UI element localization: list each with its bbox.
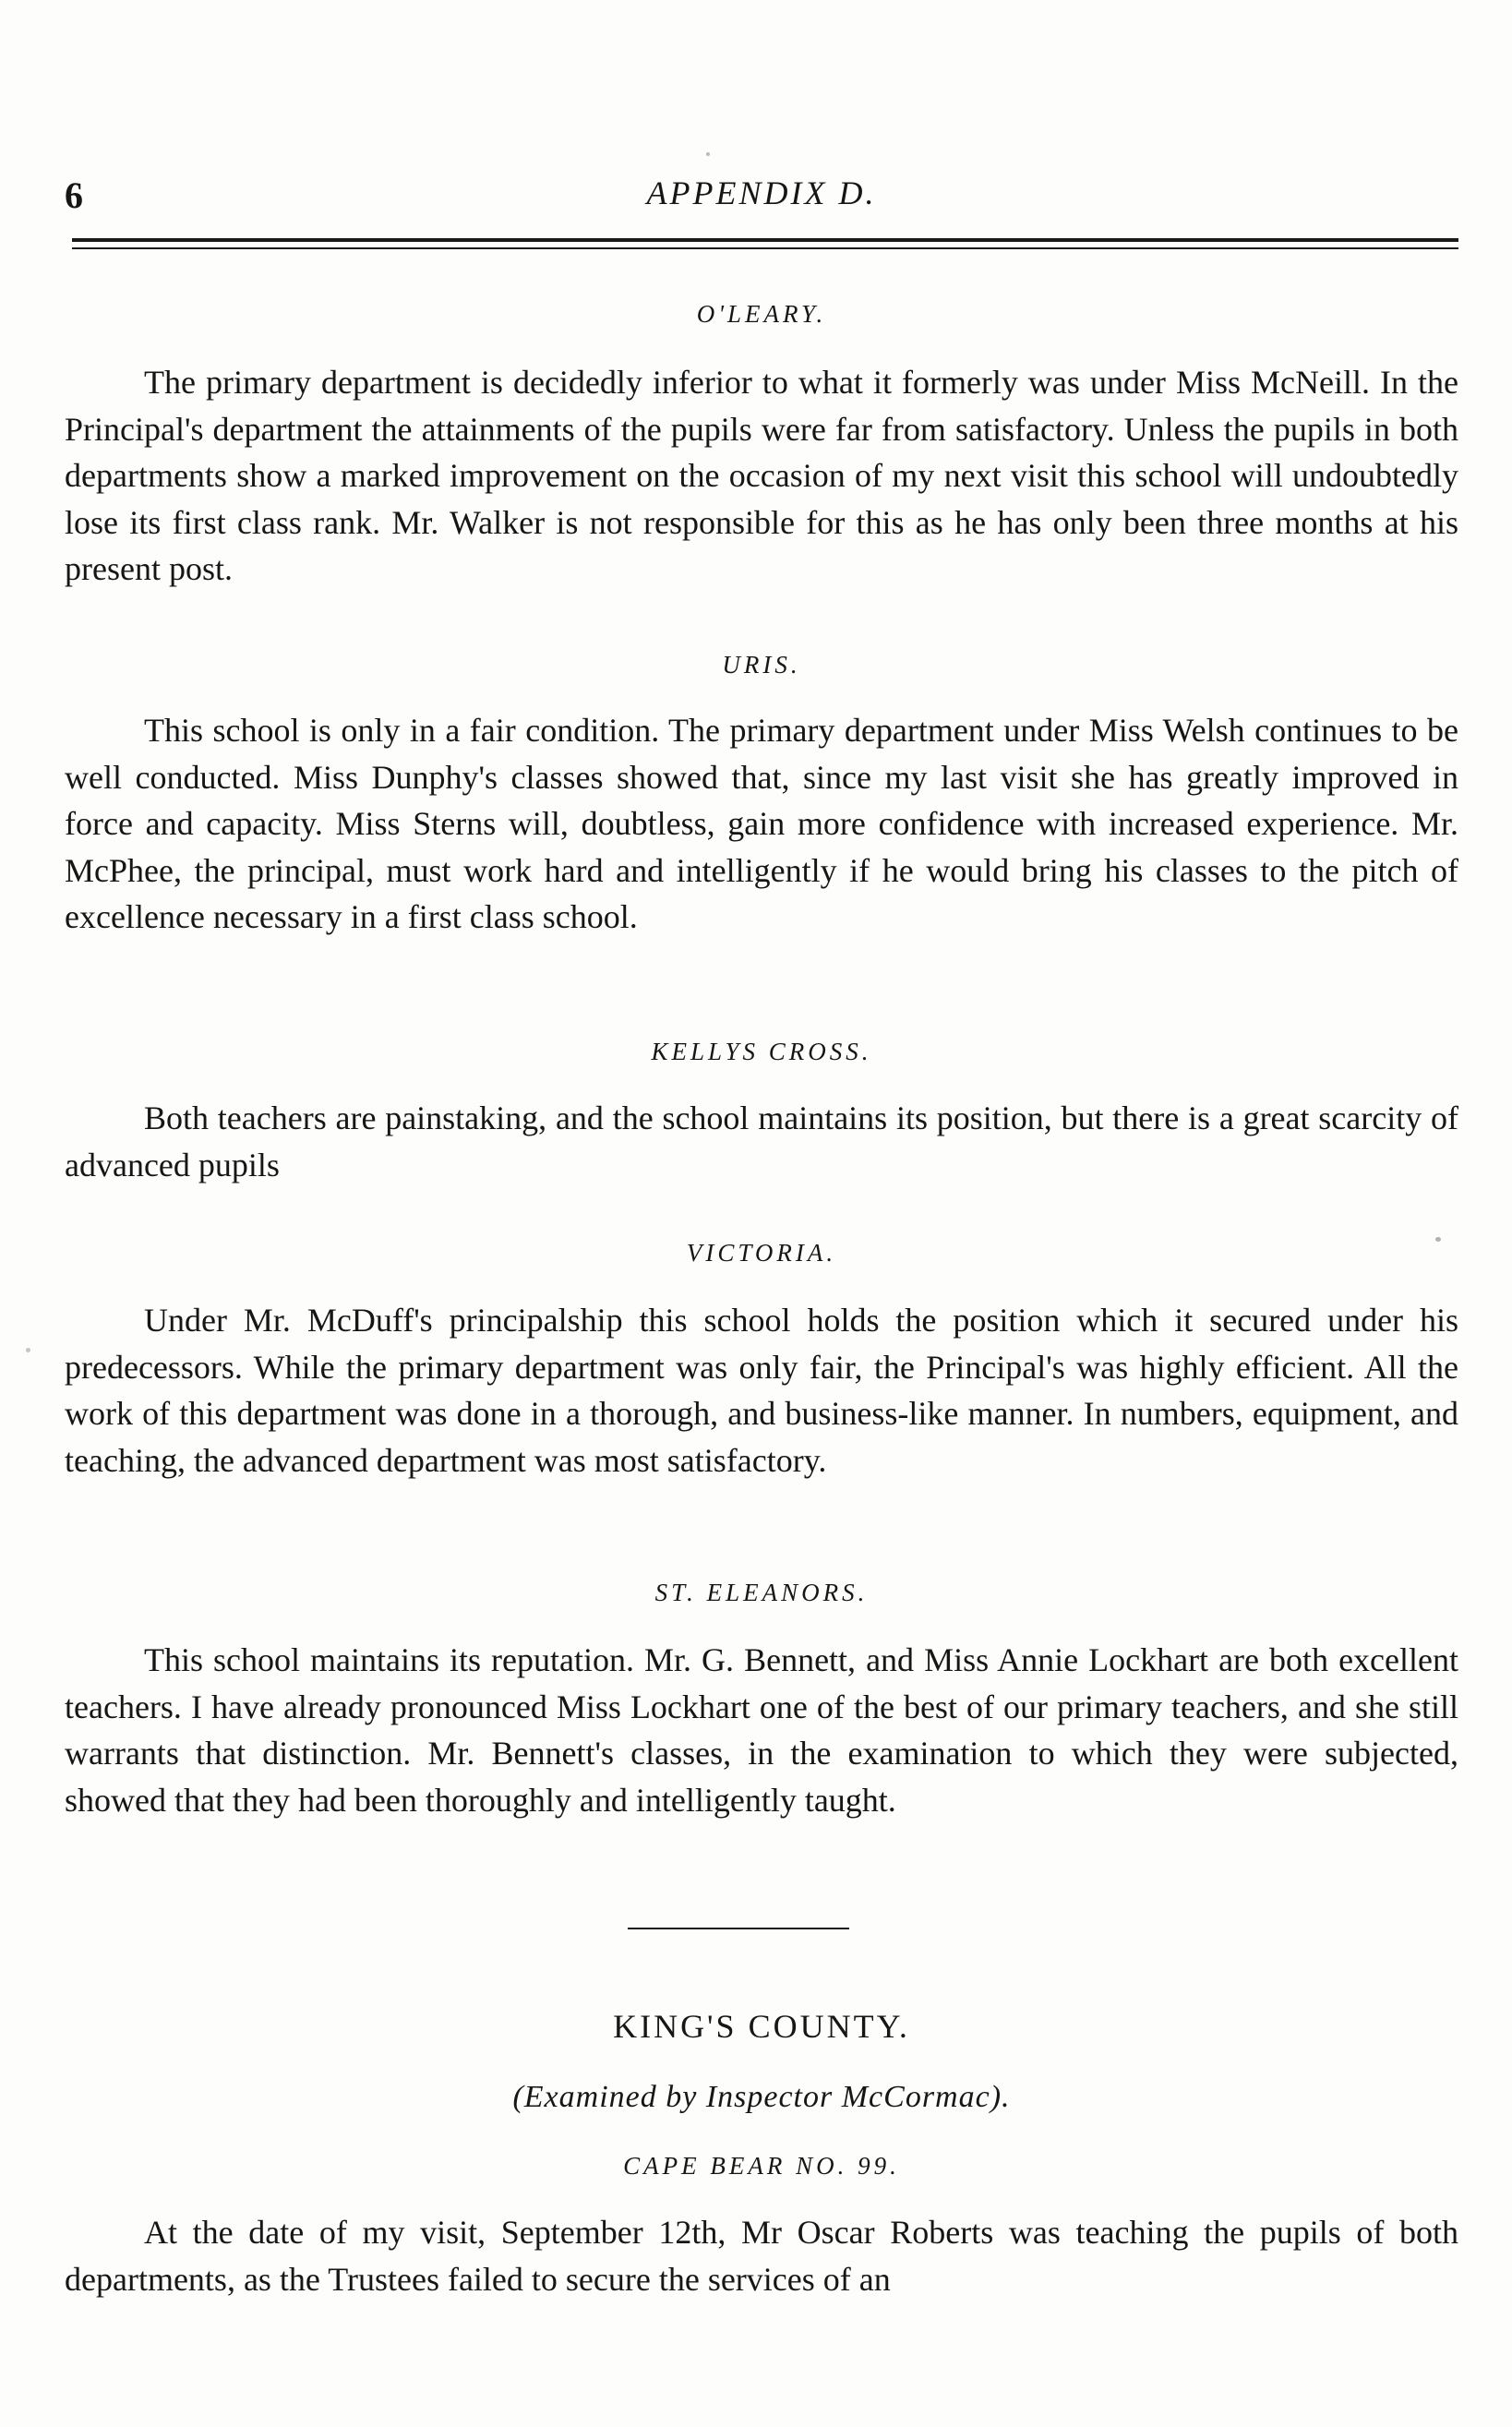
section-text-uris: This school is only in a fair condition. The primary department under Miss Welsh continues to be well conducted. Miss Dunphy's classes showed that, since my last visit she has greatly improved in force and capacity. Miss Sterns will, doubtless, gain more confidence with increased experience. Mr. McPhee, the principal, must work hard and intelligently if he would bring his classes to the pitch of excellence necessary in a first class school. [65,712,1458,935]
section-heading-cape-bear: CAPE BEAR NO. 99. [623,2152,900,2180]
section-divider-rule [628,1928,849,1929]
section-heading-kellys-cross: KELLYS CROSS. [651,1038,872,1065]
document-page [65,0,1458,2427]
scan-speck [1435,1237,1441,1242]
running-head: APPENDIX D. [646,174,877,211]
scan-speck [706,152,710,156]
section-heading-uris: URIS. [722,651,801,679]
section-heading-st-eleanors: ST. ELEANORS. [654,1579,869,1606]
section-text-st-eleanors: This school maintains its reputation. Mr. G. Bennett, and Miss Annie Lockhart are both excellent teachers. I have already pronounced Miss Lockhart one of the best of our primary teachers, and she still warrants that distinction. Mr. Bennett's classes, in the examination to which they were subjected, showed that they had been thoroughly and intelligently taught. [65,1641,1458,1819]
page-header [65,174,1458,220]
county-title: KING'S COUNTY. [613,2008,910,2045]
section-heading-victoria: VICTORIA. [686,1239,837,1267]
section-text-oleary: The primary department is decidedly inferior to what it formerly was under Miss McNeill. In the Principal's department the attainments of the pupils were far from satisfactory. Unless the pupils in both departments show a marked improvement on the occasion of my next visit this school will undoubtedly lose its first class rank. Mr. Walker is not responsible for this as he has only been three months at his present post. [65,364,1458,587]
section-text-kellys-cross: Both teachers are painstaking, and the school maintains its position, but there is a great scarcity of advanced pupils [65,1099,1458,1183]
section-text-victoria: Under Mr. McDuff's principalship this school holds the position which it secured under his predecessors. While the primary department was only fair, the Principal's was highly efficient. All the work of this department was done in a thorough, and business-like manner. In numbers, equipment, and teaching, the advanced department was most satisfactory. [65,1302,1458,1479]
section-heading-oleary: O'LEARY. [696,300,827,328]
examiner-line: (Examined by Inspector McCormac). [512,2080,1011,2114]
scan-speck [26,1348,30,1352]
section-text-cape-bear: At the date of my visit, September 12th, Mr Oscar Roberts was teaching the pupils of both departments, as the Trustees failed to secure the services of an [65,2214,1458,2298]
header-double-rule [72,238,1458,249]
page-number: 6 [65,174,83,216]
